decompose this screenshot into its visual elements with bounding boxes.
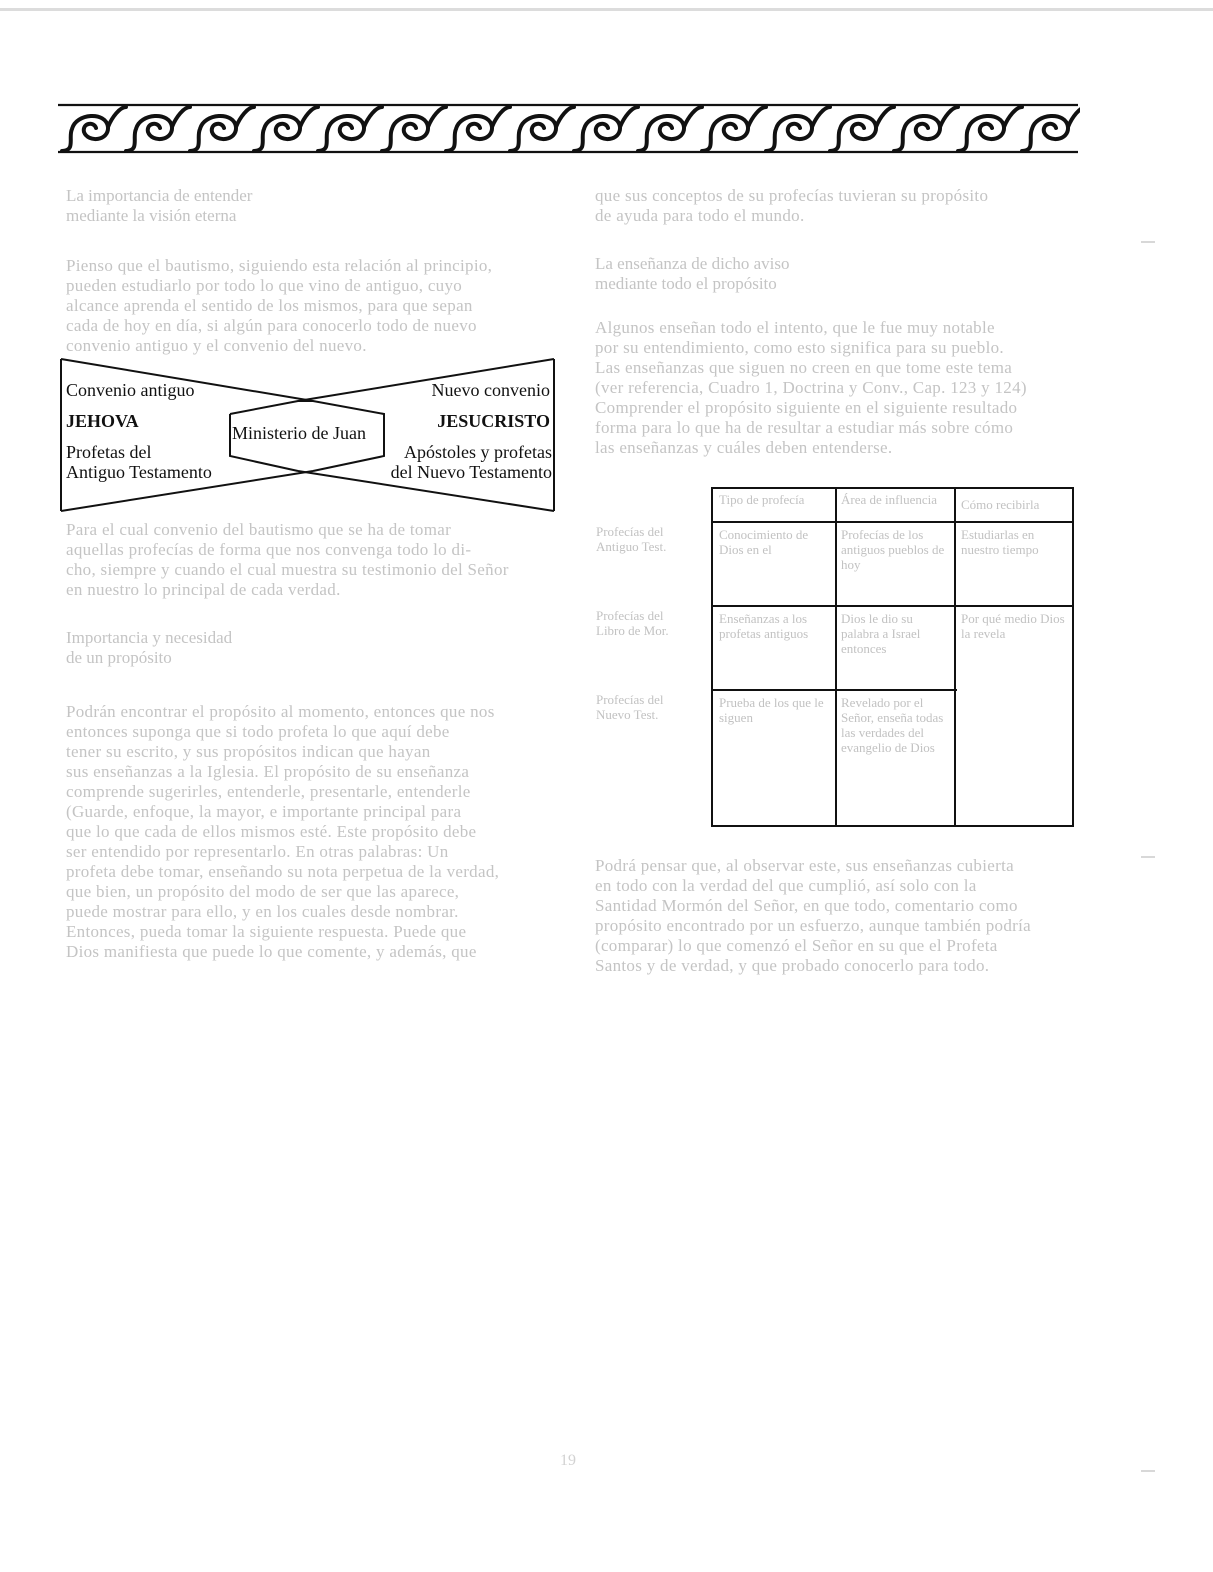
table-row-label-2: Profecías del Libro de Mor. bbox=[596, 608, 669, 638]
page-number: 19 bbox=[560, 1452, 576, 1469]
top-scan-line bbox=[0, 8, 1213, 11]
table-cell bbox=[961, 695, 1069, 821]
table-cell: Estudiarlas en nuestro tiempo bbox=[961, 527, 1039, 557]
old-covenant-label: Convenio antiguo bbox=[66, 380, 195, 400]
table-cell: Dios le dio su palabra a Israel entonces bbox=[841, 611, 921, 656]
table-cell: Por qué medio Dios la revela bbox=[961, 611, 1065, 641]
table-cell: Profecías de los antiguos pueblos de hoy bbox=[841, 527, 945, 572]
table-row-label-3: Profecías del Nuevo Test. bbox=[596, 692, 664, 722]
wave-scroll bbox=[126, 107, 190, 151]
wave-scroll bbox=[62, 107, 126, 151]
table-cell: Revelado por el Señor, enseña todas las verdades del evangelio de Dios bbox=[841, 695, 944, 755]
table-header: Cómo recibirla bbox=[961, 497, 1040, 512]
new-apostles-label-1: Apóstoles y profetas bbox=[404, 442, 552, 462]
jesucristo-label: JESUCRISTO bbox=[437, 411, 550, 431]
table-col-divider-2 bbox=[954, 489, 956, 825]
right-heading-1: La enseñanza de dicho aviso mediante todo el propósito bbox=[595, 254, 790, 293]
wave-scroll bbox=[1022, 107, 1080, 151]
wave-scroll bbox=[894, 107, 958, 151]
left-paragraph-2: Para el cual convenio del bautismo que se ha de tomar aquellas profecías de forma que nos convenga todo lo di- cho, siempre y cuando el cual muestra su testimonio del Señor en nuestro lo principal de cada verdad. bbox=[66, 520, 509, 599]
wave-scroll bbox=[638, 107, 702, 151]
new-covenant-label: Nuevo convenio bbox=[431, 380, 550, 400]
john-ministry-label: Ministerio de Juan bbox=[232, 423, 366, 443]
wave-border-ornament bbox=[58, 98, 1080, 160]
table-header: Tipo de profecía bbox=[719, 492, 805, 507]
table-col-divider-1 bbox=[835, 489, 837, 825]
right-paragraph-0: que sus conceptos de su profecías tuvieran su propósito de ayuda para todo el mundo. bbox=[595, 186, 989, 225]
wave-scroll bbox=[766, 107, 830, 151]
left-heading-2: Importancia y necesidad de un propósito bbox=[66, 628, 233, 667]
left-paragraph-3: Podrán encontrar el propósito al momento, entonces que nos entonces suponga que si todo profeta lo que aquí debe tener su escrito, y sus propósitos indican que hayan sus enseñanzas a la Iglesia. El propósito de su enseñanza comprende sugerirles, entenderle, presentarle, entenderle (Guarde, enfoque, la mayor, e importante principal para que lo que cada de ellos mismos esté. Este propósito debe ser entendido por representarlo. En otras palabras: Un profeta debe tomar, enseñando su nota perpetua de la verdad, que bien, un propósito del modo de ser que las aparece, puede mostrar para ello, y en los cuales desde nombrar. Entonces, pueda tomar la siguiente respuesta. Puede que Dios manifiesta que puede lo que comente, y además, que bbox=[66, 702, 500, 961]
margin-mark bbox=[1141, 241, 1155, 243]
wave-scroll bbox=[382, 107, 446, 151]
wave-scroll bbox=[254, 107, 318, 151]
margin-mark bbox=[1141, 856, 1155, 858]
left-heading-1: La importancia de entender mediante la visión eterna bbox=[66, 186, 253, 225]
table-cell: Prueba de los que le siguen bbox=[719, 695, 824, 725]
new-apostles-label-2: del Nuevo Testamento bbox=[390, 462, 552, 482]
table-cell: Conocimiento de Dios en el bbox=[719, 527, 809, 557]
table-header: Área de influencia bbox=[841, 492, 938, 507]
right-paragraph-1: Algunos enseñan todo el intento, que le fue muy notable por su entendimiento, como esto significa para su pueblo. Las enseñanzas que siguen no creen en que tome este tema (ver referencia, Cuadro 1, Doctrina y Conv., Cap. 123 y 124) Comprender el propósito siguiente en el siguiente resultado forma para lo que ha de resultar a estudiar más sobre cómo las enseñanzas y cuáles deben entenderse. bbox=[595, 318, 1027, 457]
covenant-diagram bbox=[58, 354, 558, 516]
table-row-divider-1 bbox=[713, 521, 1072, 523]
right-paragraph-2: Podrá pensar que, al observar este, sus enseñanzas cubierta en todo con la verdad del que cumplió, así solo con la Santidad Mormón del Señor, en que todo, comentario como propósito encontrado por un esfuerzo, aunque también podría (comparar) lo que comenzó el Señor en su que el Profeta Santos y de verdad, y que probado conocerlo para todo. bbox=[595, 856, 1031, 975]
wave-scroll bbox=[510, 107, 574, 151]
table-row-label-1: Profecías del Antiguo Test. bbox=[596, 524, 667, 554]
old-prophets-label-2: Antiguo Testamento bbox=[66, 462, 212, 482]
prophecy-table bbox=[711, 487, 1074, 827]
wave-scroll bbox=[574, 107, 638, 151]
table-row-divider-2 bbox=[713, 605, 1072, 607]
wave-scroll bbox=[702, 107, 766, 151]
table-row-divider-3 bbox=[713, 689, 957, 691]
margin-mark bbox=[1141, 1470, 1155, 1472]
left-paragraph-1: Pienso que el bautismo, siguiendo esta relación al principio, pueden estudiarlo por todo lo que vino de antiguo, cuyo alcance aprenda el sentido de los mismos, para que sepan cada de hoy en día, si algún para conocerlo todo de nuevo convenio antiguo y el convenio del nuevo. bbox=[66, 256, 493, 355]
table-cell: Enseñanzas a los profetas antiguos bbox=[719, 611, 809, 641]
jehova-label: JEHOVA bbox=[66, 411, 139, 431]
wave-scroll bbox=[958, 107, 1022, 151]
wave-scroll bbox=[318, 107, 382, 151]
wave-scroll bbox=[190, 107, 254, 151]
wave-scroll bbox=[830, 107, 894, 151]
wave-scroll bbox=[446, 107, 510, 151]
old-prophets-label-1: Profetas del bbox=[66, 442, 152, 462]
